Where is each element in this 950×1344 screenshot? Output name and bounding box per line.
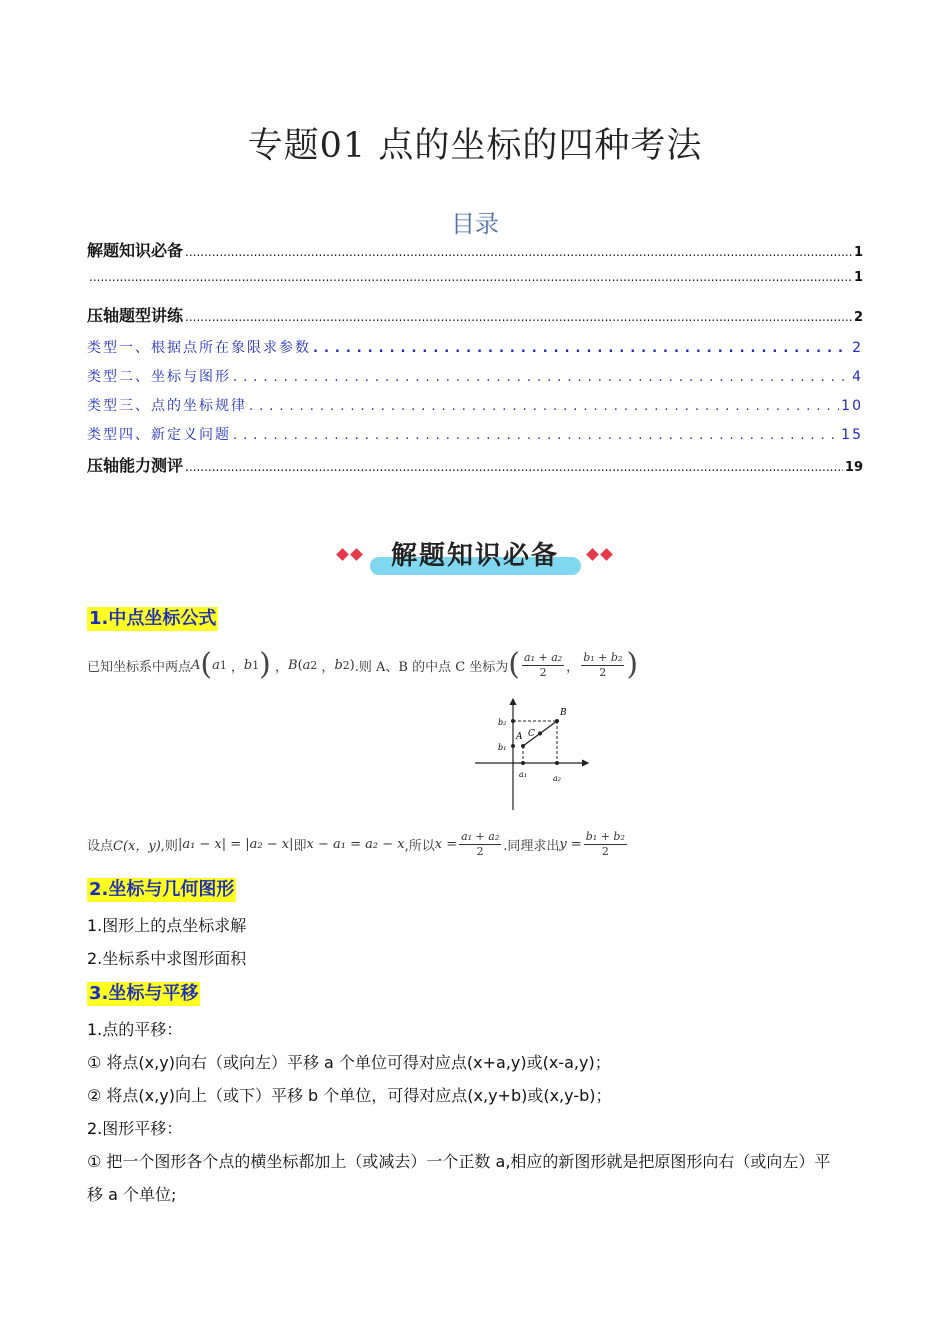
toc-entry-page: 2 <box>852 340 863 356</box>
fraction-numerator: b₁ + b₂ <box>583 650 623 664</box>
paragraph-line: ① 把一个图形各个点的横坐标都加上（或减去）一个正数 a,相应的新图形就是把原图形向右（或向左）平 <box>87 1152 831 1171</box>
label-a1: a₁ <box>519 770 527 779</box>
paren: ( <box>200 647 213 682</box>
fraction <box>584 830 627 859</box>
formula-var: a <box>212 657 220 673</box>
toc-entry[interactable] <box>87 395 863 415</box>
paren: ( <box>508 647 521 682</box>
toc-heading: 目录 <box>451 210 499 238</box>
fraction-numerator: a₁ + a₂ <box>524 650 563 664</box>
formula-var: A <box>191 657 201 673</box>
toc-entry-label: 解题知识必备 <box>87 241 184 260</box>
list-item: 1.图形上的点坐标求解 <box>87 916 247 935</box>
toc-entry[interactable] <box>87 424 863 444</box>
toc-entry-label: 类型三、点的坐标规律 <box>87 398 247 414</box>
fraction-denominator: 2 <box>599 665 607 679</box>
point-A <box>521 744 525 748</box>
label-B: B <box>560 708 567 718</box>
toc-entry-page: 15 <box>841 427 863 443</box>
tick-a1 <box>521 761 525 765</box>
section-heading: 2.坐标与几何图形 <box>89 879 235 900</box>
toc-entry-page: 1 <box>853 245 863 260</box>
toc-leader <box>233 428 839 443</box>
toc-entry-page: 19 <box>844 460 863 475</box>
fraction-numerator: b₁ + b₂ <box>585 830 625 843</box>
toc-entry-page: 4 <box>852 369 863 385</box>
toc-entry-page: 1 <box>853 270 863 285</box>
toc-leader <box>89 270 852 284</box>
paragraph-line: 2.图形平移： <box>87 1119 183 1138</box>
fraction-denominator: 2 <box>539 665 547 679</box>
section-heading: 1.中点坐标公式 <box>89 608 217 629</box>
midpoint-derivation <box>87 830 629 859</box>
fraction-denominator: 2 <box>601 845 609 858</box>
formula-text: 设点 <box>87 839 114 854</box>
toc-entry-page: 10 <box>841 398 863 414</box>
formula-expr: x − a₁ = a₂ − x <box>306 837 405 852</box>
formula-var: B <box>288 657 298 673</box>
toc-entry[interactable] <box>87 453 863 476</box>
fraction <box>459 830 501 859</box>
formula-expr: x = <box>434 837 458 852</box>
toc-entry[interactable] <box>87 238 863 261</box>
page-title: 专题01 点的坐标的四种考法 <box>247 126 703 166</box>
section-banner <box>330 533 620 581</box>
formula-text: .则 A、B 的中点 C 坐标为 <box>354 659 509 675</box>
formula-text: 即 <box>293 839 307 854</box>
formula-var: C(x，y) <box>113 839 161 854</box>
formula-text: ,则 <box>160 839 178 854</box>
formula-var: b <box>243 657 253 673</box>
toc-entry[interactable] <box>87 337 863 357</box>
formula-expr: |a₁ − x| = |a₂ − x| <box>177 837 294 852</box>
paragraph-line: ① 将点(x,y)向右（或向左）平移 a 个单位可得对应点(x+a,y)或(x-a,y)； <box>87 1053 611 1072</box>
label-a2: a₂ <box>553 774 561 783</box>
formula-text: ,所以 <box>404 839 435 854</box>
section-heading: 3.坐标与平移 <box>89 983 199 1004</box>
toc-entry-label: 类型一、根据点所在象限求参数 <box>87 340 311 356</box>
toc-leader <box>313 341 850 356</box>
paragraph-line: 1.点的平移： <box>87 1020 183 1039</box>
point-C <box>538 732 542 736</box>
point-B <box>555 719 559 723</box>
formula-expr: y = <box>559 837 582 852</box>
label-A: A <box>516 732 523 742</box>
toc-entry-label: 压轴题型讲练 <box>87 306 184 325</box>
toc-entry-label: 压轴能力测评 <box>87 456 184 475</box>
fraction <box>581 651 624 680</box>
list-item: 2.坐标系中求图形面积 <box>87 949 247 968</box>
fraction-denominator: 2 <box>476 845 484 858</box>
paragraph-line: ② 将点(x,y)向上（或下）平移 b 个单位，可得对应点(x,y+b)或(x,y-b)； <box>87 1086 612 1105</box>
toc-entry[interactable] <box>87 303 863 326</box>
tick-b2 <box>511 719 515 723</box>
toc-entry[interactable] <box>87 366 863 386</box>
midpoint-formula: 已知坐标系中两点 A ( a 1 ， b 1 ) ， B ( a 2 ， b 2 ) .则 A、B 的中点 C 坐标为 ( $\frac{\text{a₁ + a₂}}{2}$ ， $\frac{\text{b₁ + b₂}}{2}$ ) <box>87 647 639 682</box>
label-b1: b₁ <box>498 743 507 752</box>
paren: ) <box>259 647 271 682</box>
midpoint-diagram <box>470 695 595 815</box>
toc-leader <box>185 245 852 259</box>
toc-leader <box>185 460 843 474</box>
tick-a2 <box>555 761 559 765</box>
banner-text: 解题知识必备 <box>390 541 559 571</box>
toc-entry-label: 类型四、新定义问题 <box>87 427 231 443</box>
paren: ) <box>626 647 639 682</box>
toc-entry-label: 类型二、坐标与图形 <box>87 369 231 385</box>
fraction <box>522 651 564 680</box>
paragraph-line: 移 a 个单位; <box>87 1185 177 1204</box>
toc-leader <box>249 399 839 414</box>
formula-text: 已知坐标系中两点 <box>87 659 192 675</box>
toc-leader <box>185 310 852 324</box>
fraction-numerator: a₁ + a₂ <box>461 830 500 843</box>
tick-b1 <box>511 744 515 748</box>
toc-entry[interactable] <box>87 270 863 285</box>
label-b2: b₂ <box>498 718 507 727</box>
toc-leader <box>233 370 850 385</box>
toc-entry-page: 2 <box>853 310 863 325</box>
formula-text: .同理求出 <box>503 839 560 854</box>
label-C: C <box>528 729 535 739</box>
